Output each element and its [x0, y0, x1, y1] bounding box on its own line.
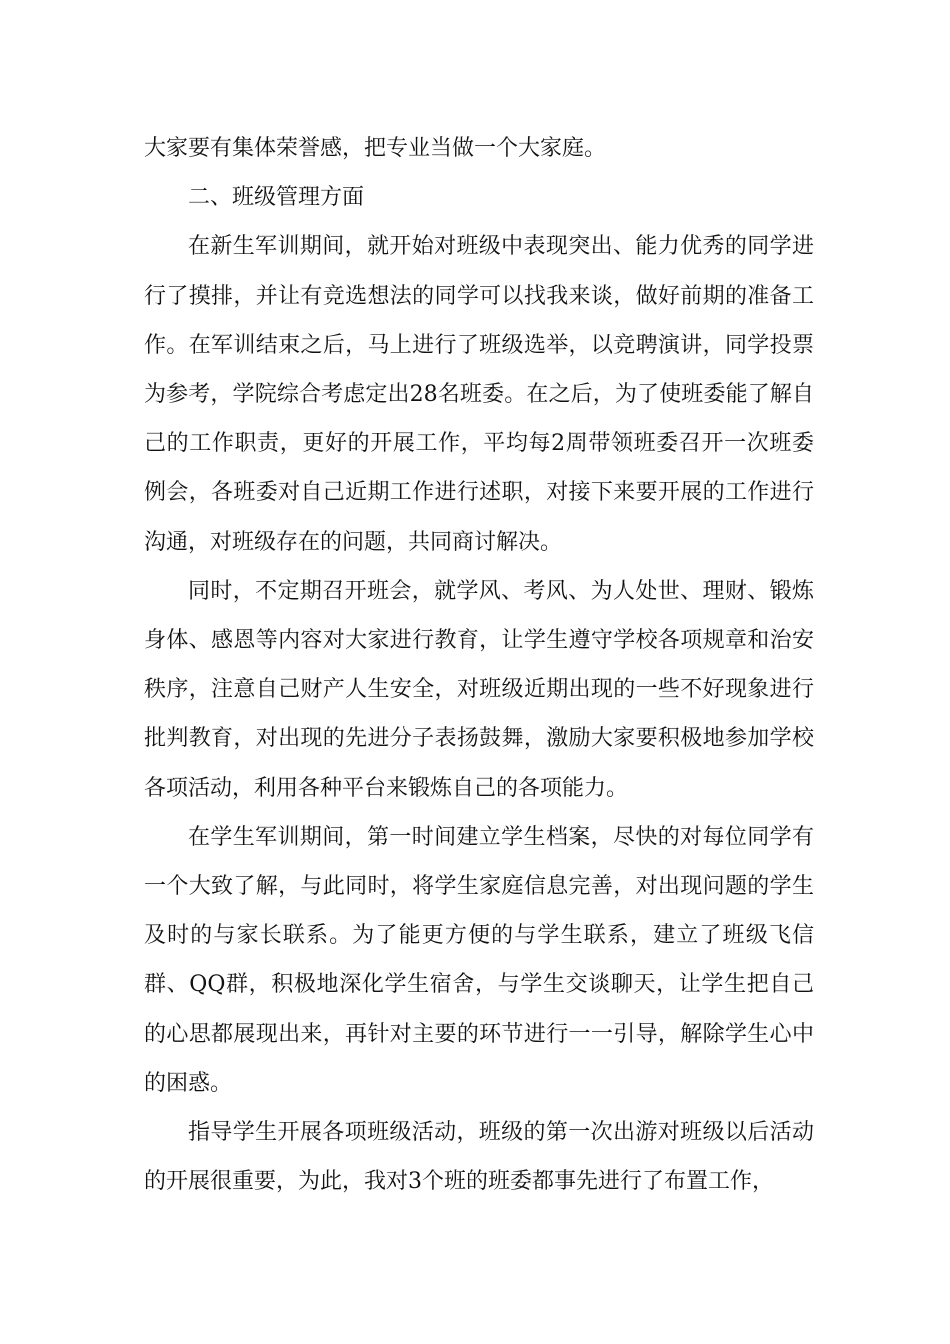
paragraph-class-committee: 在新生军训期间，就开始对班级中表现突出、能力优秀的同学进行了摸排，并让有竞选想法的同学可以找我来谈，做好前期的准备工作。在军训结束之后，马上进行了班级选举，以竞聘演讲，同学投票为参考，学院综合考虑定出28名班委。在之后，为了使班委能了解自己的工作职责，更好的开展工作，平均每2周带领班委召开一次班委例会，各班委对自己近期工作进行述职，对接下来要开展的工作进行沟通，对班级存在的问题，共同商讨解决。	[144, 234, 814, 555]
paragraph-class-activities: 指导学生开展各项班级活动，班级的第一次出游对班级以后活动的开展很重要，为此，我对3个班的班委都事先进行了布置工作，	[144, 1120, 814, 1195]
paragraph-class-meetings: 同时，不定期召开班会，就学风、考风、为人处世、理财、锻炼身体、感恩等内容对大家进行教育，让学生遵守学校各项规章和治安秩序，注意自己财产人生安全，对班级近期出现的一些不好现象进行批判教育，对出现的先进分子表扬鼓舞，激励大家要积极地参加学校各项活动，利用各种平台来锻炼自己的各项能力。	[144, 578, 814, 801]
paragraph-continuation: 大家要有集体荣誉感，把专业当做一个大家庭。	[144, 136, 607, 161]
document-page	[144, 124, 814, 1206]
section-heading: 二、班级管理方面	[188, 185, 365, 211]
paragraph-student-records: 在学生军训期间，第一时间建立学生档案，尽快的对每位同学有一个大致了解，与此同时，将学生家庭信息完善，对出现问题的学生及时的与家长联系。为了能更方便的与学生联系，建立了班级飞信群、QQ群，积极地深化学生宿舍，与学生交谈聊天，让学生把自己的心思都展现出来，再针对主要的环节进行一一引导，解除学生心中的困惑。	[144, 824, 814, 1096]
